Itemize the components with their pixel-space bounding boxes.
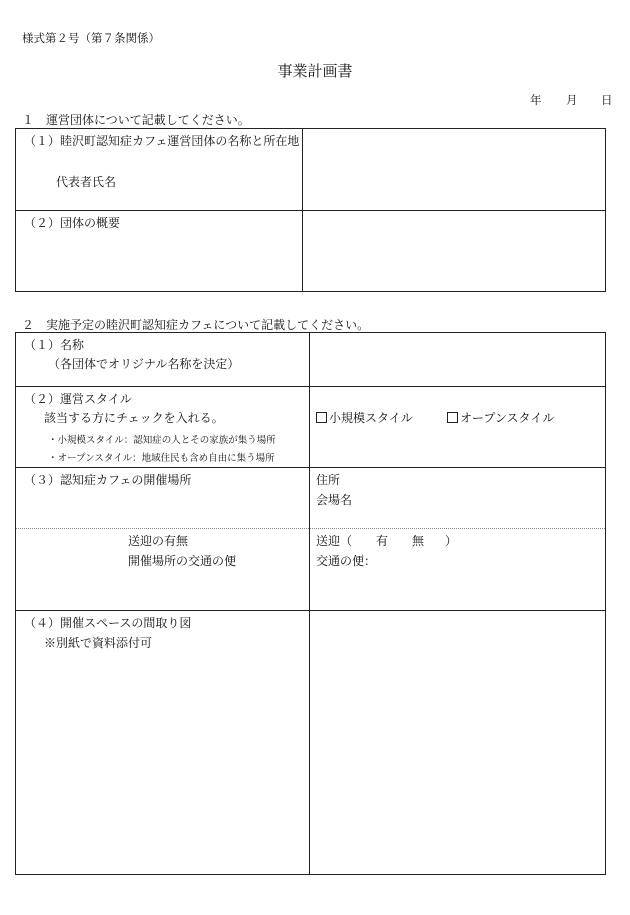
org-name-label: （１）睦沢町認知症カフェ運営団体の名称と所在地	[24, 134, 300, 148]
style-option-small[interactable]	[316, 409, 413, 426]
layout-value-cell[interactable]	[310, 611, 606, 875]
style-label: （２）運営スタイル	[24, 392, 132, 406]
org-name-value-cell[interactable]	[303, 129, 606, 211]
form-number: 様式第２号（第７条関係）	[22, 31, 160, 45]
cafe-name-label: （１）名称	[24, 338, 85, 352]
date-year: 年	[530, 93, 542, 107]
transport-value-label: 交通の便：	[316, 554, 377, 568]
style-note-open: ・オープンスタイル：地域住民も含め自由に集う場所	[48, 453, 275, 464]
section1-heading: １ 運営団体について記載してください。	[22, 113, 250, 127]
org-overview-label: （２）団体の概要	[24, 216, 121, 230]
venue-address-label: 住所	[316, 473, 341, 487]
date-month: 月	[566, 93, 578, 107]
venue-label-cell	[16, 468, 310, 529]
style-label-cell	[16, 387, 310, 468]
access-label-cell	[16, 529, 310, 611]
shuttle-yes-option[interactable]: 有	[376, 534, 389, 548]
transport-label: 開催場所の交通の便	[128, 554, 237, 568]
org-overview-label-cell	[16, 211, 303, 292]
checkbox-small-style[interactable]	[316, 412, 327, 423]
representative-label: 代表者氏名	[56, 175, 117, 189]
org-name-label-cell	[16, 129, 303, 211]
cafe-name-note: （各団体でオリジナル名称を決定）	[48, 357, 240, 371]
shuttle-label: 送迎の有無	[128, 534, 189, 548]
venue-value-cell[interactable]	[310, 468, 606, 529]
date-day: 日	[601, 93, 613, 107]
style-options-cell	[310, 387, 606, 468]
style-option-open[interactable]	[447, 409, 554, 426]
access-value-cell[interactable]	[310, 529, 606, 611]
cafe-name-label-cell	[16, 333, 310, 387]
style-option-open-label: オープンスタイル	[460, 411, 555, 425]
layout-label: （４）開催スペースの間取り図	[24, 616, 192, 630]
org-overview-value-cell[interactable]	[303, 211, 606, 292]
organization-table	[15, 128, 606, 292]
style-note-small: ・小規模スタイル：認知症の人とその家族が集う場所	[48, 435, 276, 446]
checkbox-open-style[interactable]	[447, 412, 458, 423]
shuttle-suffix: ）	[445, 534, 458, 548]
cafe-table	[15, 332, 606, 875]
section2-heading: ２ 実施予定の睦沢町認知症カフェについて記載してください。	[22, 318, 370, 332]
shuttle-prefix: 送迎（	[316, 534, 353, 548]
layout-note: ※別紙で資料添付可	[44, 636, 153, 650]
layout-label-cell	[16, 611, 310, 875]
venue-name-label: 会場名	[316, 493, 353, 507]
venue-label: （３）認知症カフェの開催場所	[24, 473, 192, 487]
shuttle-no-option[interactable]: 無	[412, 534, 425, 548]
style-instruction: 該当する方にチェックを入れる。	[44, 411, 224, 425]
style-option-small-label: 小規模スタイル	[329, 411, 413, 425]
cafe-name-value-cell[interactable]	[310, 333, 606, 387]
document-title: 事業計画書	[277, 62, 353, 80]
